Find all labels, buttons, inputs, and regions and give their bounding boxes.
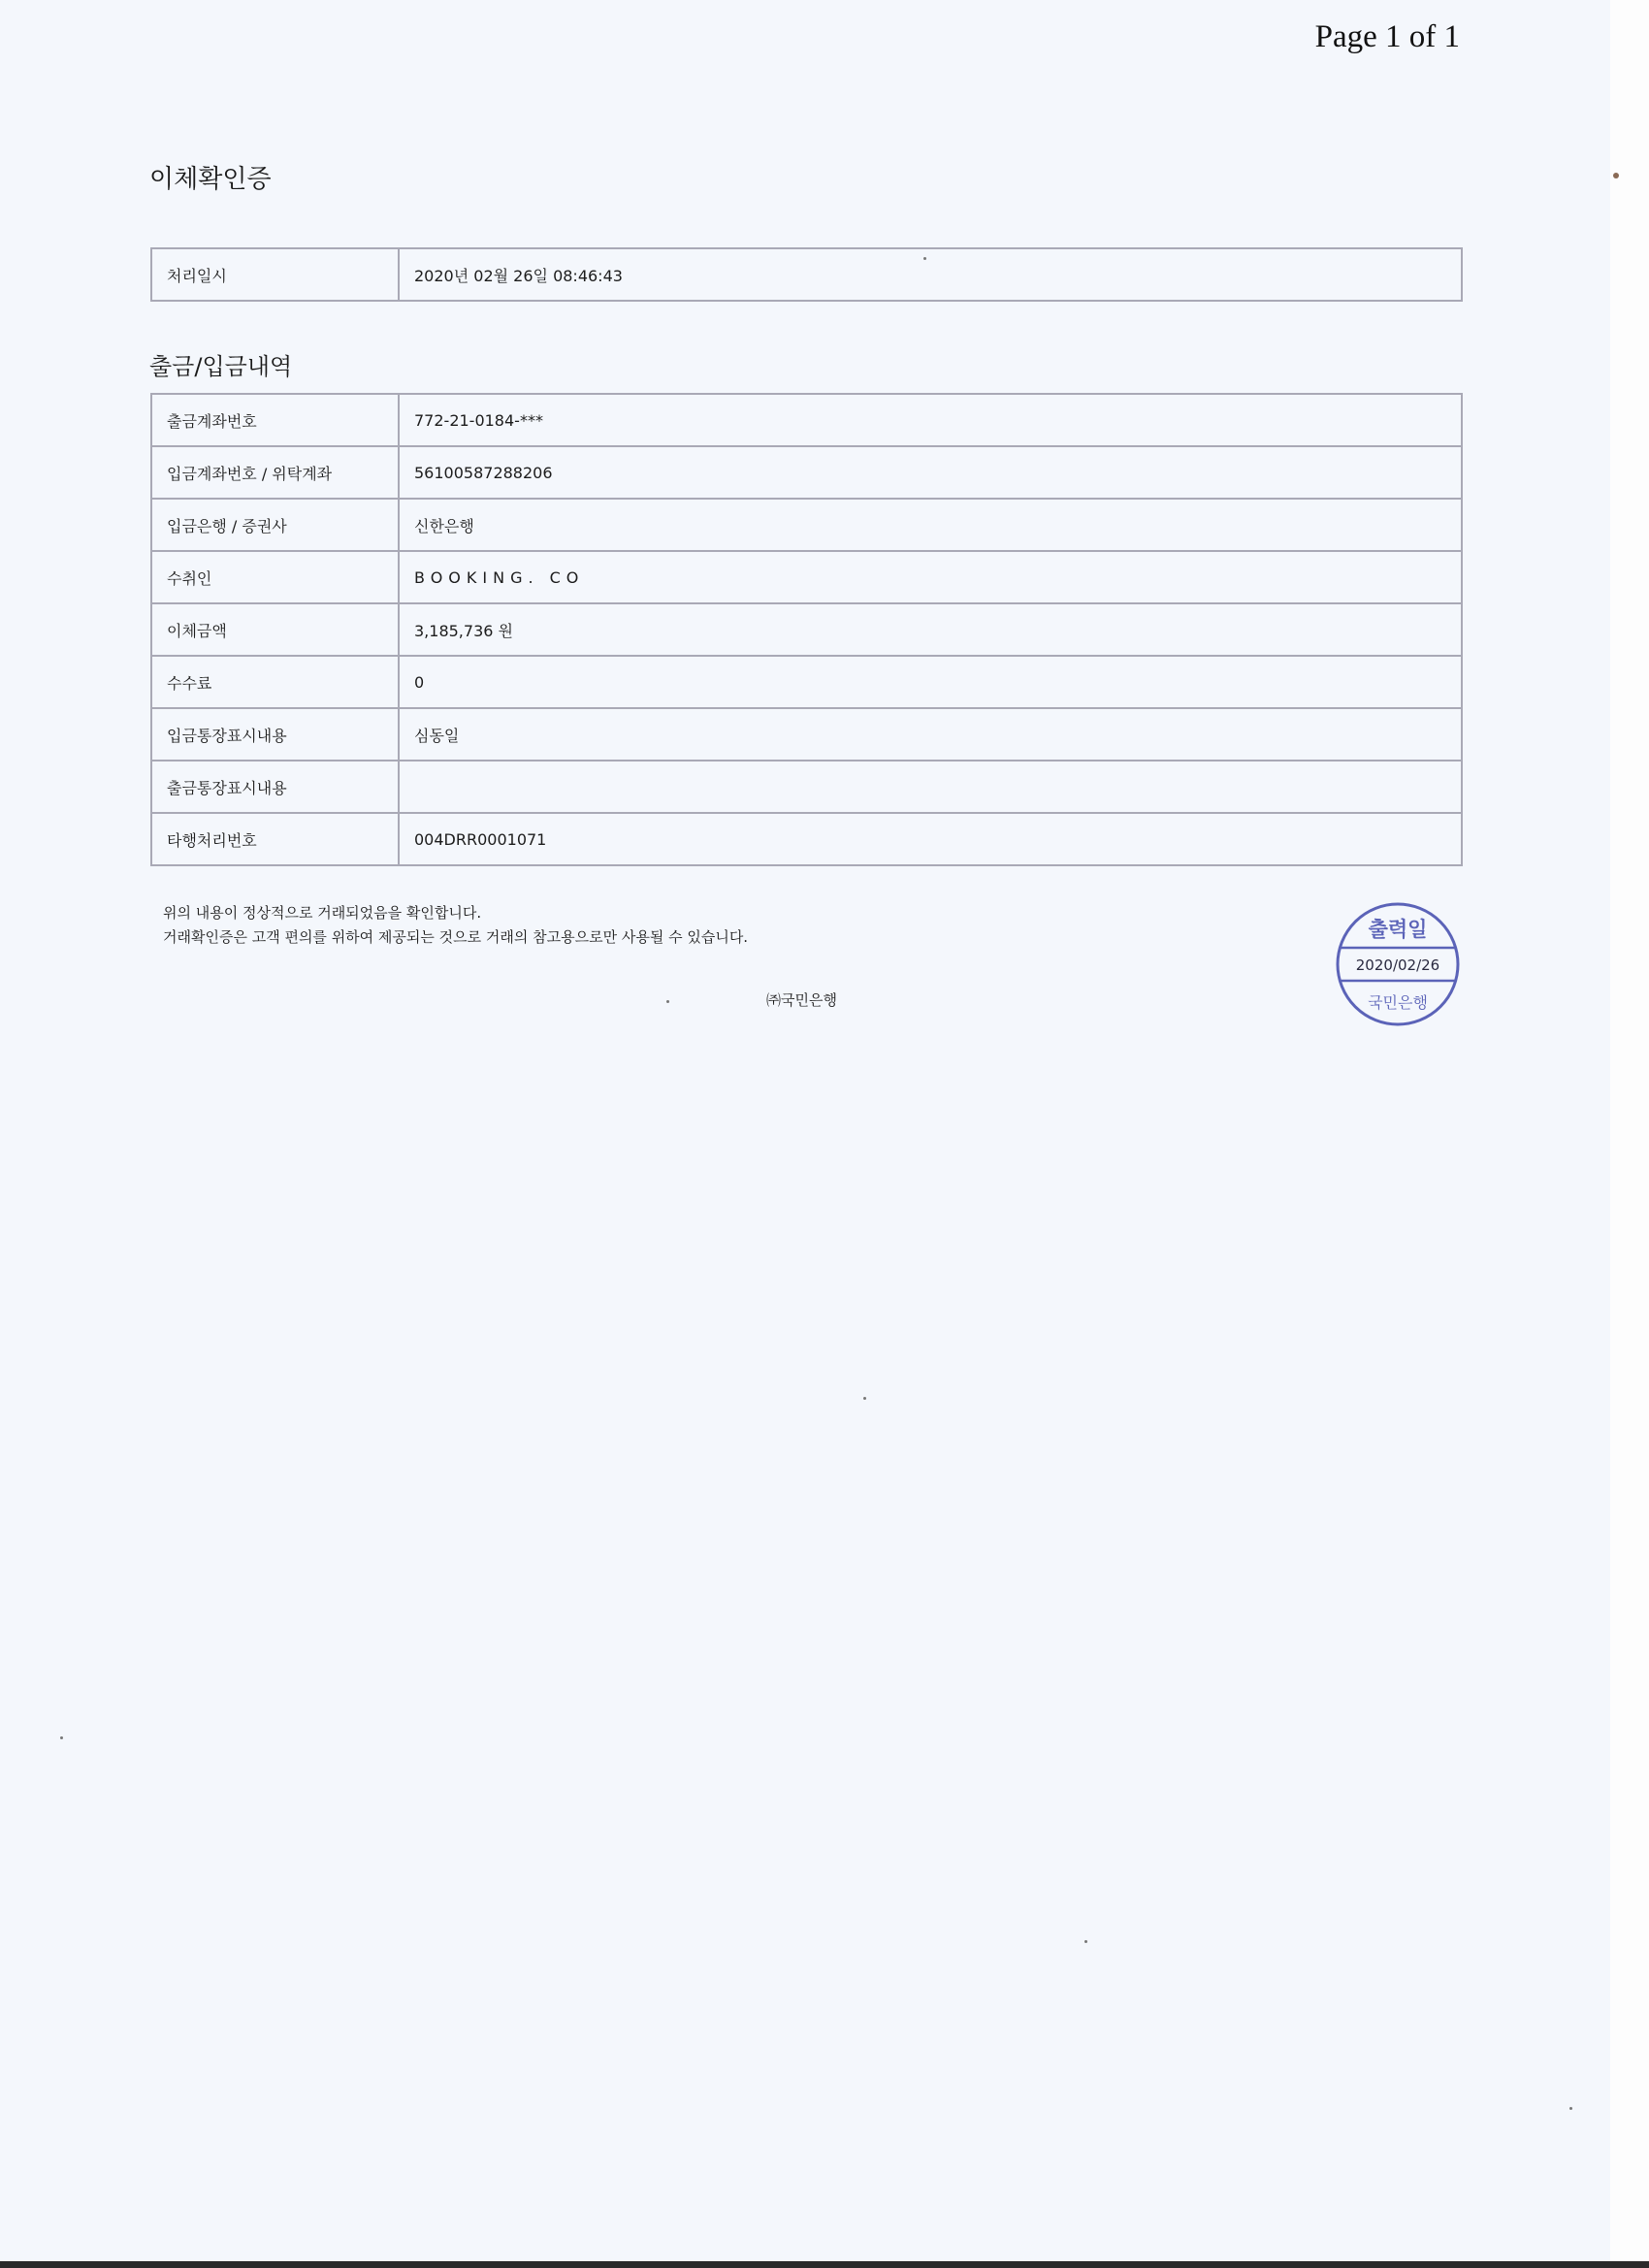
table-row <box>151 394 1462 446</box>
table-row <box>151 248 1462 301</box>
stamp-bottom-text: 국민은행 <box>1368 993 1428 1012</box>
recipient-label: 수취인 <box>151 551 399 603</box>
recipient-value: BOOKING. CO <box>399 551 1462 603</box>
document-title: 이체확인증 <box>149 165 272 194</box>
notice-line: 위의 내용이 정상적으로 거래되었음을 확인합니다. <box>163 904 482 922</box>
processed-time-table <box>150 247 1463 302</box>
withdrawal-memo-value <box>399 761 1462 813</box>
notice-line: 거래확인증은 고객 편의를 위하여 제공되는 것으로 거래의 참고용으로만 사용될 수 있습니다. <box>163 928 749 946</box>
withdrawal-account-label: 출금계좌번호 <box>151 394 399 446</box>
scan-right-edge <box>1610 0 1649 2268</box>
bank-name: ㈜국민은행 <box>766 991 837 1009</box>
output-date-stamp <box>1335 901 1461 1027</box>
table-row <box>151 499 1462 551</box>
scan-speck <box>666 1000 669 1003</box>
deposit-memo-value: 심동일 <box>399 708 1462 761</box>
page-number: Page 1 of 1 <box>1314 19 1460 54</box>
other-bank-number-label: 타행처리번호 <box>151 813 399 865</box>
stamp-top-text: 출력일 <box>1368 918 1428 941</box>
confirmation-notice <box>163 901 748 950</box>
transfer-detail-table <box>150 393 1463 866</box>
other-bank-number-value: 004DRR0001071 <box>399 813 1462 865</box>
scan-speck <box>60 1736 63 1739</box>
table-row <box>151 656 1462 708</box>
scan-speck <box>863 1397 866 1400</box>
deposit-bank-label: 입금은행 / 증권사 <box>151 499 399 551</box>
table-row <box>151 603 1462 656</box>
fee-label: 수수료 <box>151 656 399 708</box>
table-row <box>151 761 1462 813</box>
fee-value: 0 <box>399 656 1462 708</box>
processed-time-label: 처리일시 <box>151 248 399 301</box>
deposit-account-label: 입금계좌번호 / 위탁계좌 <box>151 446 399 499</box>
deposit-memo-label: 입금통장표시내용 <box>151 708 399 761</box>
table-row <box>151 446 1462 499</box>
scan-speck <box>1613 173 1619 178</box>
withdrawal-memo-label: 출금통장표시내용 <box>151 761 399 813</box>
stamp-date: 2020/02/26 <box>1355 956 1440 974</box>
scan-speck <box>923 257 926 260</box>
table-row <box>151 813 1462 865</box>
scan-speck <box>1084 1940 1087 1943</box>
withdrawal-account-value: 772-21-0184-*** <box>399 394 1462 446</box>
transfer-amount-value: 3,185,736 원 <box>399 603 1462 656</box>
deposit-account-value: 56100587288206 <box>399 446 1462 499</box>
processed-time-value: 2020년 02월 26일 08:46:43 <box>399 248 1462 301</box>
deposit-bank-value: 신한은행 <box>399 499 1462 551</box>
section-title: 출금/입금내역 <box>149 353 293 380</box>
scan-speck <box>1569 2107 1572 2110</box>
table-row <box>151 708 1462 761</box>
scan-bottom-edge <box>0 2261 1649 2268</box>
table-row <box>151 551 1462 603</box>
transfer-amount-label: 이체금액 <box>151 603 399 656</box>
